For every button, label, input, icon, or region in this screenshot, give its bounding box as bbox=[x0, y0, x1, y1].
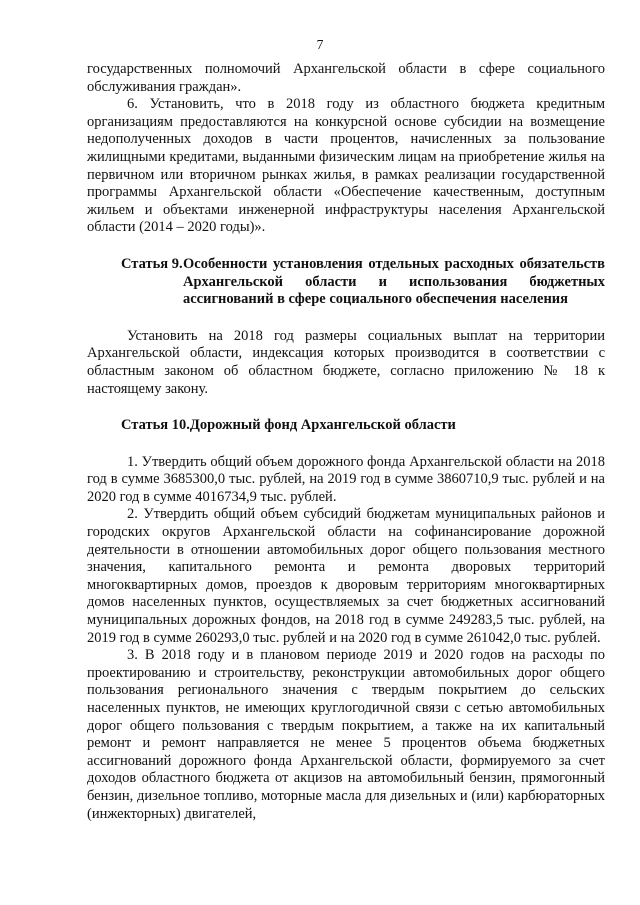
article-9-label: Статья 9. bbox=[121, 255, 183, 272]
paragraph-continuation: государственных полномочий Архангельской области в сфере социального обслуживания граждан». bbox=[87, 61, 605, 95]
article-9-heading bbox=[87, 256, 605, 309]
article-10-paragraph-1: 1. Утвердить общий объем дорожного фонда Архангельской области на 2018 год в сумме 3685300,0 тыс. рублей, на 2019 год в сумме 3860710,9 тыс. рублей и на 2020 год в сумме 4016734,9 тыс. рублей. bbox=[87, 453, 605, 505]
document-body bbox=[87, 61, 605, 823]
page-number: 7 bbox=[316, 37, 324, 52]
article-10-title: Дорожный фонд Архангельской области bbox=[189, 417, 456, 434]
article-10-paragraph-2: 2. Утвердить общий объем субсидий бюджетам муниципальных районов и городских округов Архангельской области на софинансирование дорожной деятельности в отношении автомобильных дорог общего пользования местного значения, капитального ремонта и ремонта дворовых территорий многоквартирных домов, проездов к дворовым территориям многоквартирных домов населенных пунктов, осуществляемых за счет бюджетных ассигнований муниципальных дорожных фондов, на 2018 год в сумме 249283,5 тыс. рублей, на 2019 год в сумме 260293,0 тыс. рублей и на 2020 год в сумме 261042,0 тыс. рублей. bbox=[87, 506, 605, 646]
article-10-heading bbox=[87, 417, 605, 435]
article-9-title: Особенности установления отдельных расходных обязательств Архангельской области и использования бюджетных ассигнований в сфере социального обеспечения населения bbox=[183, 255, 605, 308]
article-9-text: Установить на 2018 год размеры социальных выплат на территории Архангельской области, индексация которых производится в соответствии с областным законом об областном бюджете, согласно приложению № 18 к настоящему закону. bbox=[87, 327, 605, 397]
article-10-paragraph-3: 3. В 2018 году и в плановом периоде 2019 и 2020 годов на расходы по проектированию и строительству, реконструкции автомобильных дорог общего пользования регионального значения с твердым покрытием до сельских населенных пунктов, не имеющих круглогодичной связи с сетью автомобильных дорог общего пользования с твердым покрытием, а также на их капитальный ремонт и ремонт направляется не менее 5 процентов объема бюджетных ассигнований дорожного фонда Архангельской области, формируемого за счет доходов областного бюджета от акцизов на автомобильный бензин, прямогонный бензин, дизельное топливо, моторные масла для дизельных и (или) карбюраторных (инжекторных) двигателей, bbox=[87, 647, 605, 822]
paragraph-item-6: 6. Установить, что в 2018 году из областного бюджета кредитным организациям предоставляются на конкурсной основе субсидии на возмещение недополученных доходов в части процентов, начисленных за пользование жилищными кредитами, выданными физическим лицам на приобретение жилья на первичном или вторичном рынках жилья, в рамках реализации государственной программы Архангельской области «Обеспечение качественным, доступным жильем и объектами инженерной инфраструктуры населения Архангельской области (2014 – 2020 годы)». bbox=[87, 96, 605, 236]
article-10-label: Статья 10. bbox=[121, 417, 190, 434]
